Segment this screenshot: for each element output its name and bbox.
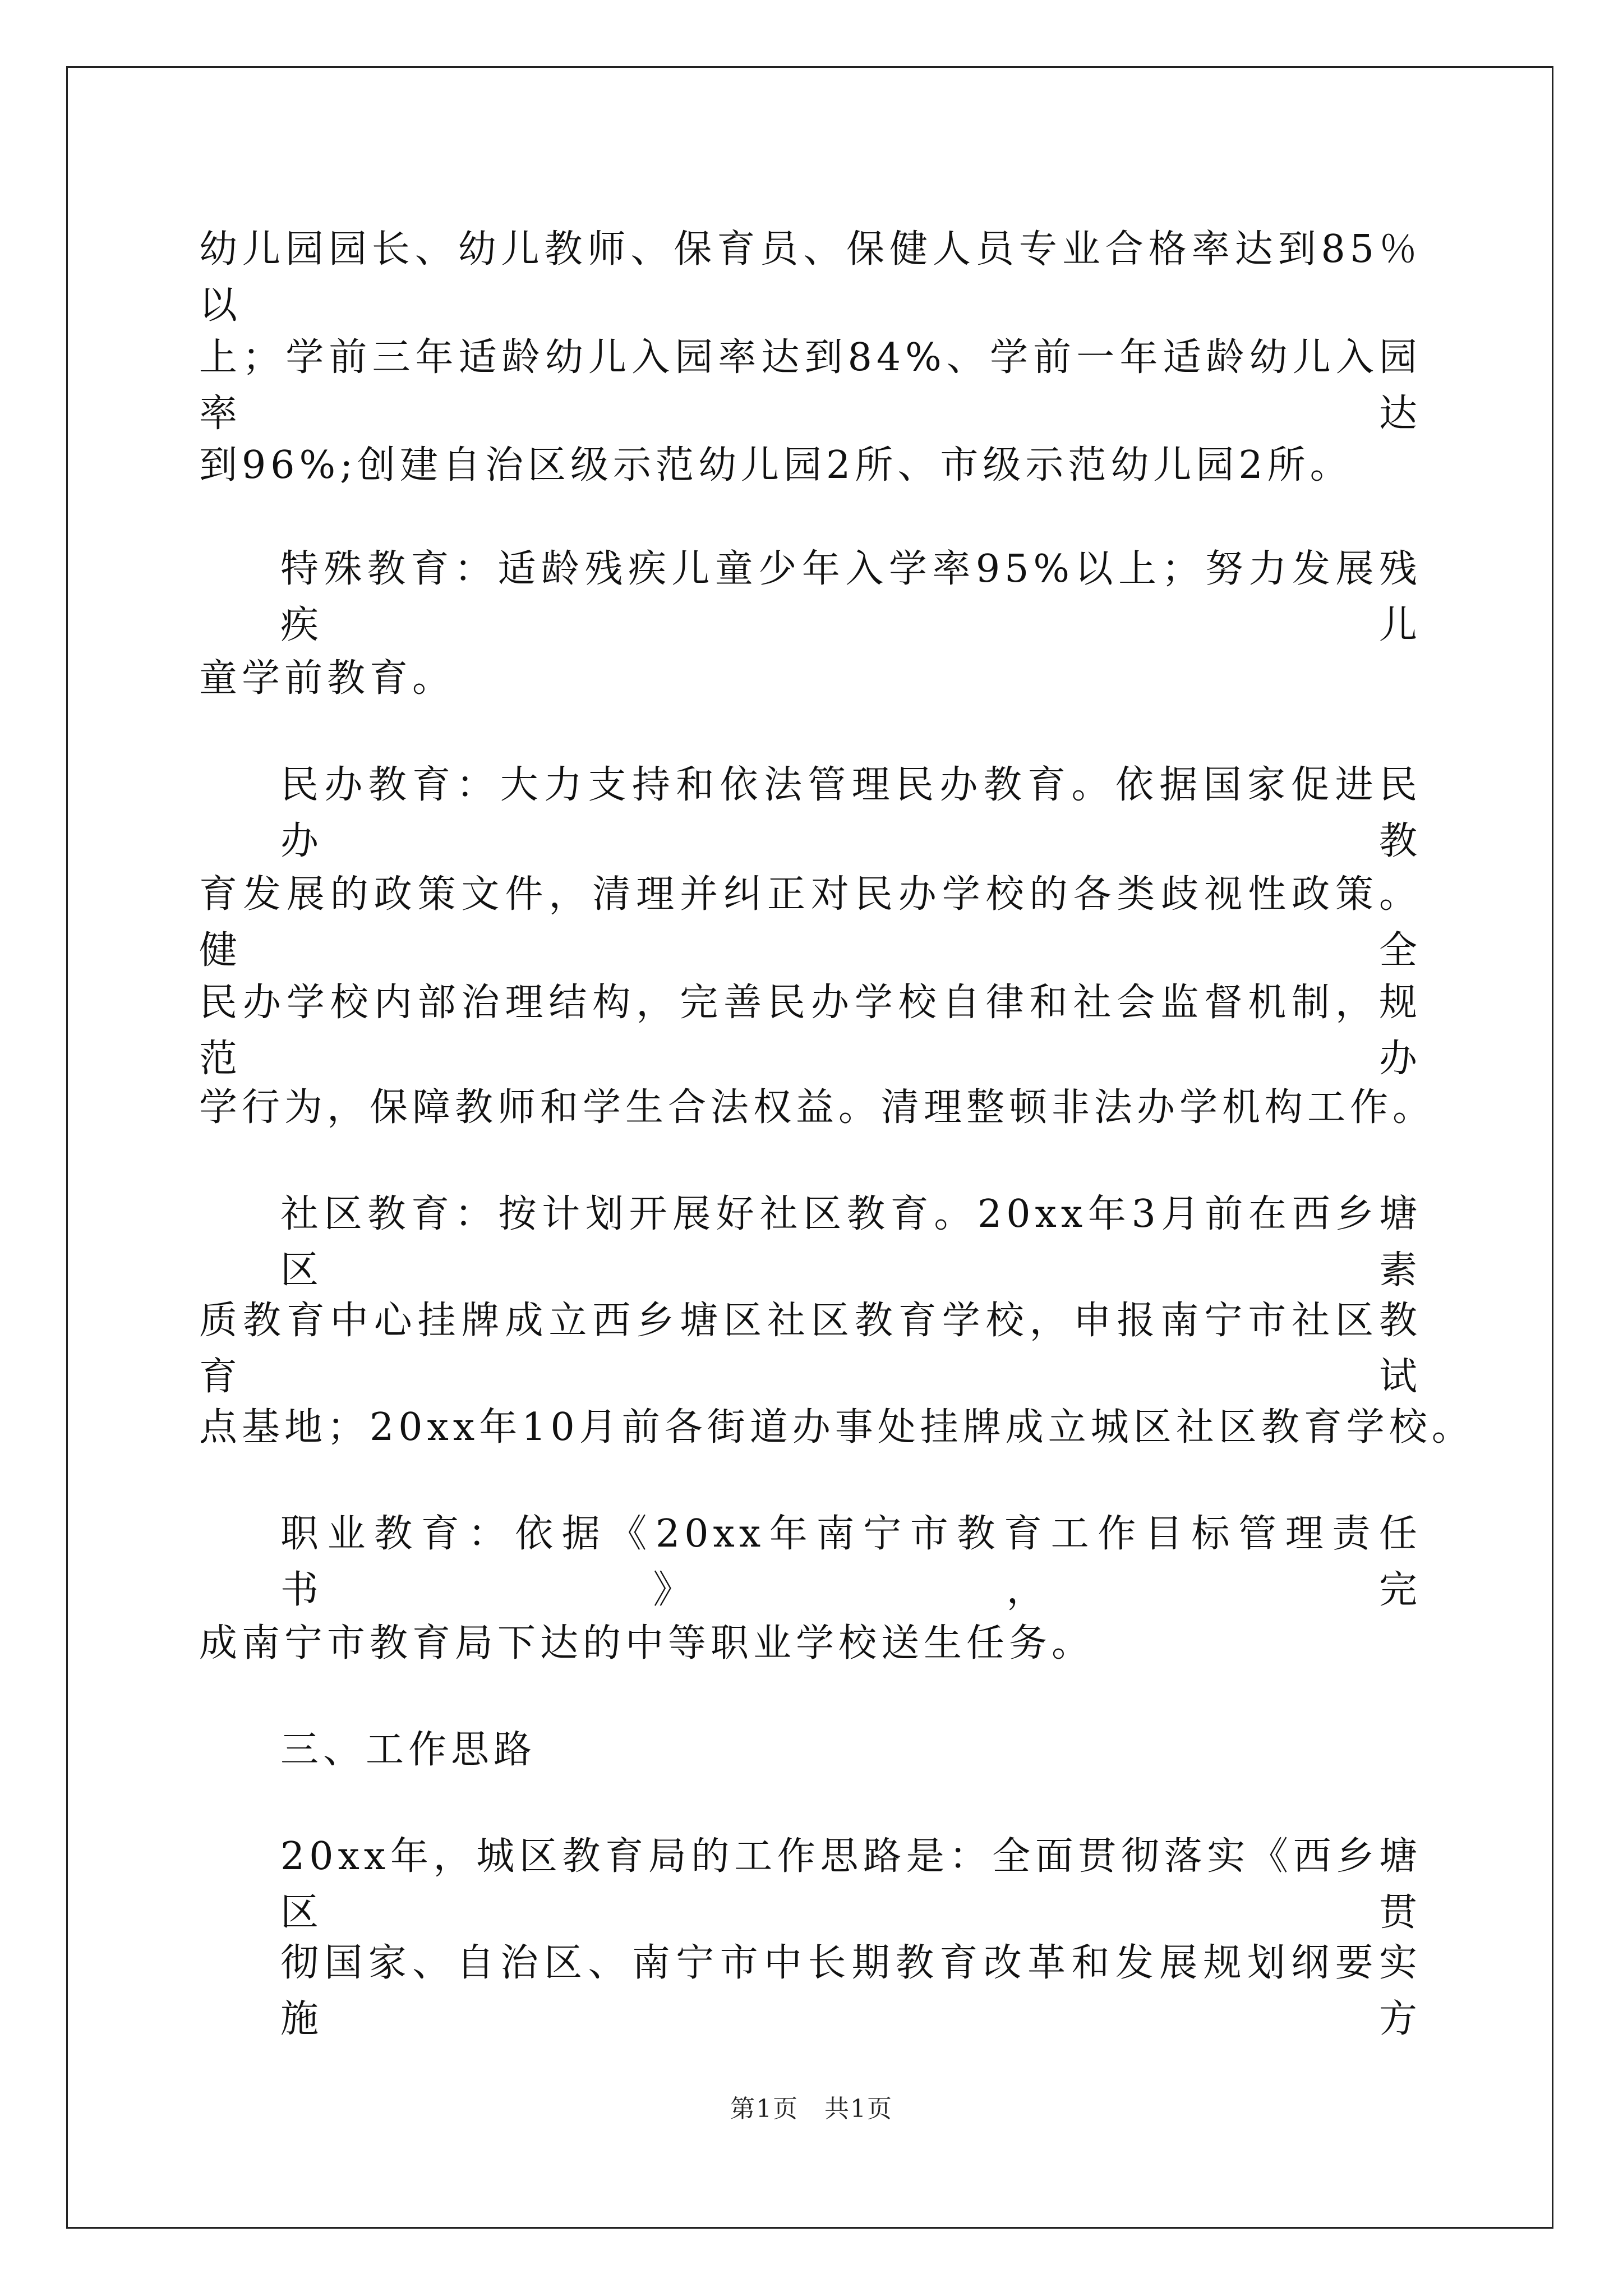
section-heading: 三、工作思路 [280, 1728, 537, 1772]
body-text-line: 质教育中心挂牌成立西乡塘区社区教育学校，申报南宁市社区教育试 [199, 1299, 1422, 1399]
page-footer: 第1页 共1页 [730, 2095, 893, 2123]
body-text-line: 民办学校内部治理结构，完善民办学校自律和社会监督机制，规范办 [199, 981, 1422, 1081]
body-text-line: 点基地；20xx年10月前各街道办事处挂牌成立城区社区教育学校。 [199, 1405, 1474, 1450]
paragraph-work-approach: 20xx年，城区教育局的工作思路是：全面贯彻落实《西乡塘区贯 [280, 1834, 1422, 1935]
body-text-line: 到96%;创建自治区级示范幼儿园2所、市级示范幼儿园2所。 [199, 443, 1353, 487]
body-text-line: 童学前教育。 [199, 656, 455, 701]
body-text-line: 育发展的政策文件，清理并纠正对民办学校的各类歧视性政策。健全 [199, 872, 1422, 973]
paragraph-vocational-education: 职业教育：依据《20xx年南宁市教育工作目标管理责任书》，完 [280, 1512, 1422, 1612]
body-text-line: 学行为，保障教师和学生合法权益。清理整顿非法办学机构工作。 [199, 1085, 1436, 1130]
paragraph-private-education: 民办教育：大力支持和依法管理民办教育。依据国家促进民办教 [280, 763, 1422, 863]
paragraph-community-education: 社区教育：按计划开展好社区教育。20xx年3月前在西乡塘区素 [280, 1192, 1422, 1292]
body-text-line: 彻国家、自治区、南宁市中长期教育改革和发展规划纲要实施方 [280, 1941, 1422, 2041]
paragraph-special-education: 特殊教育：适龄残疾儿童少年入学率95%以上；努力发展残疾儿 [280, 547, 1422, 647]
body-text-line: 上；学前三年适龄幼儿入园率达到84%、学前一年适龄幼儿入园率达 [199, 335, 1422, 436]
body-text-line: 幼儿园园长、幼儿教师、保育员、保健人员专业合格率达到85％以 [199, 227, 1422, 328]
body-text-line: 成南宁市教育局下达的中等职业学校送生任务。 [199, 1621, 1095, 1665]
